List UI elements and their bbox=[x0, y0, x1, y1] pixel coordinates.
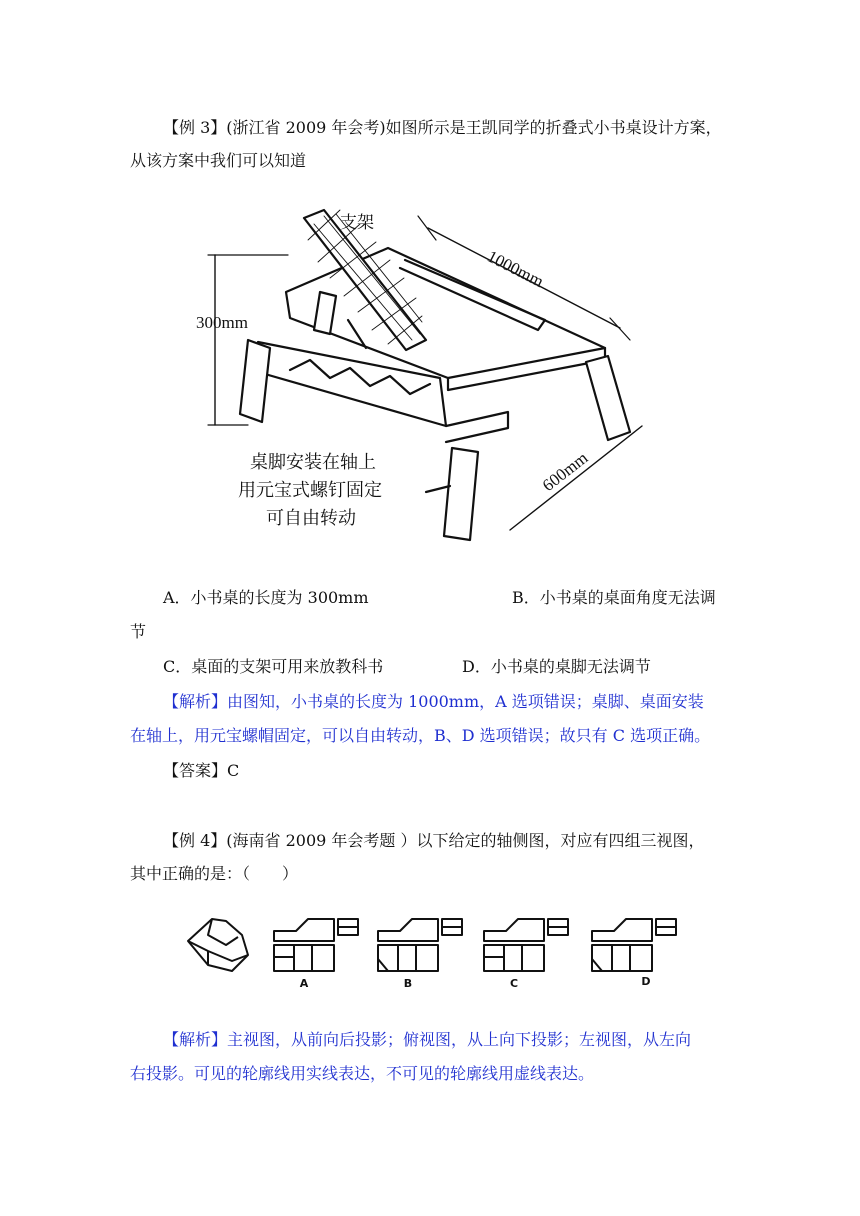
example3-answer: 【答案】C bbox=[163, 761, 240, 780]
label-height: 300mm bbox=[196, 313, 248, 332]
three-views-figure bbox=[182, 905, 682, 997]
example4-question-line2: 其中正确的是：（ ） bbox=[130, 864, 299, 883]
option-b-line1: B．小书桌的桌面角度无法调 bbox=[512, 588, 716, 607]
example3-question-line2: 从该方案中我们可以知道 bbox=[130, 151, 307, 170]
option-a: A．小书桌的长度为 300mm bbox=[163, 588, 369, 607]
example4-question-line1: 【例 4】(海南省 2009 年会考题 ）以下给定的轴侧图，对应有四组三视图， bbox=[163, 831, 705, 850]
example4-analysis-line2: 右投影。可见的轮廓线用实线表达，不可见的轮廓线用虚线表达。 bbox=[130, 1064, 595, 1083]
caption-line1: 桌脚安装在轴上 bbox=[250, 452, 376, 473]
example3-analysis-line1: 【解析】由图知，小书桌的长度为 1000mm，A 选项错误；桌脚、桌面安装 bbox=[163, 692, 704, 711]
option-c: C．桌面的支架可用来放教科书 bbox=[163, 657, 384, 676]
label-option-a: A bbox=[299, 977, 309, 990]
example3-analysis-line2: 在轴上，用元宝螺帽固定，可以自由转动，B、D 选项错误；故只有 C 选项正确。 bbox=[130, 726, 711, 745]
label-support: 支架 bbox=[340, 213, 374, 233]
label-option-c: C bbox=[509, 977, 519, 990]
option-d: D．小书桌的桌脚无法调节 bbox=[462, 657, 651, 676]
folding-desk-figure bbox=[190, 200, 680, 560]
example3-question-line1: 【例 3】(浙江省 2009 年会考)如图所示是王凯同学的折叠式小书桌设计方案， bbox=[163, 118, 722, 137]
label-option-b: B bbox=[403, 977, 413, 990]
caption-line3: 可自由转动 bbox=[266, 508, 356, 529]
example4-analysis-line1: 【解析】主视图，从前向后投影；俯视图，从上向下投影；左视图，从左向 bbox=[163, 1030, 692, 1049]
option-b-line2: 节 bbox=[130, 622, 147, 641]
caption-line2: 用元宝式螺钉固定 bbox=[238, 480, 382, 501]
label-length: 1000mm bbox=[484, 246, 547, 292]
label-width: 600mm bbox=[538, 448, 592, 496]
label-option-d: D bbox=[641, 975, 651, 988]
